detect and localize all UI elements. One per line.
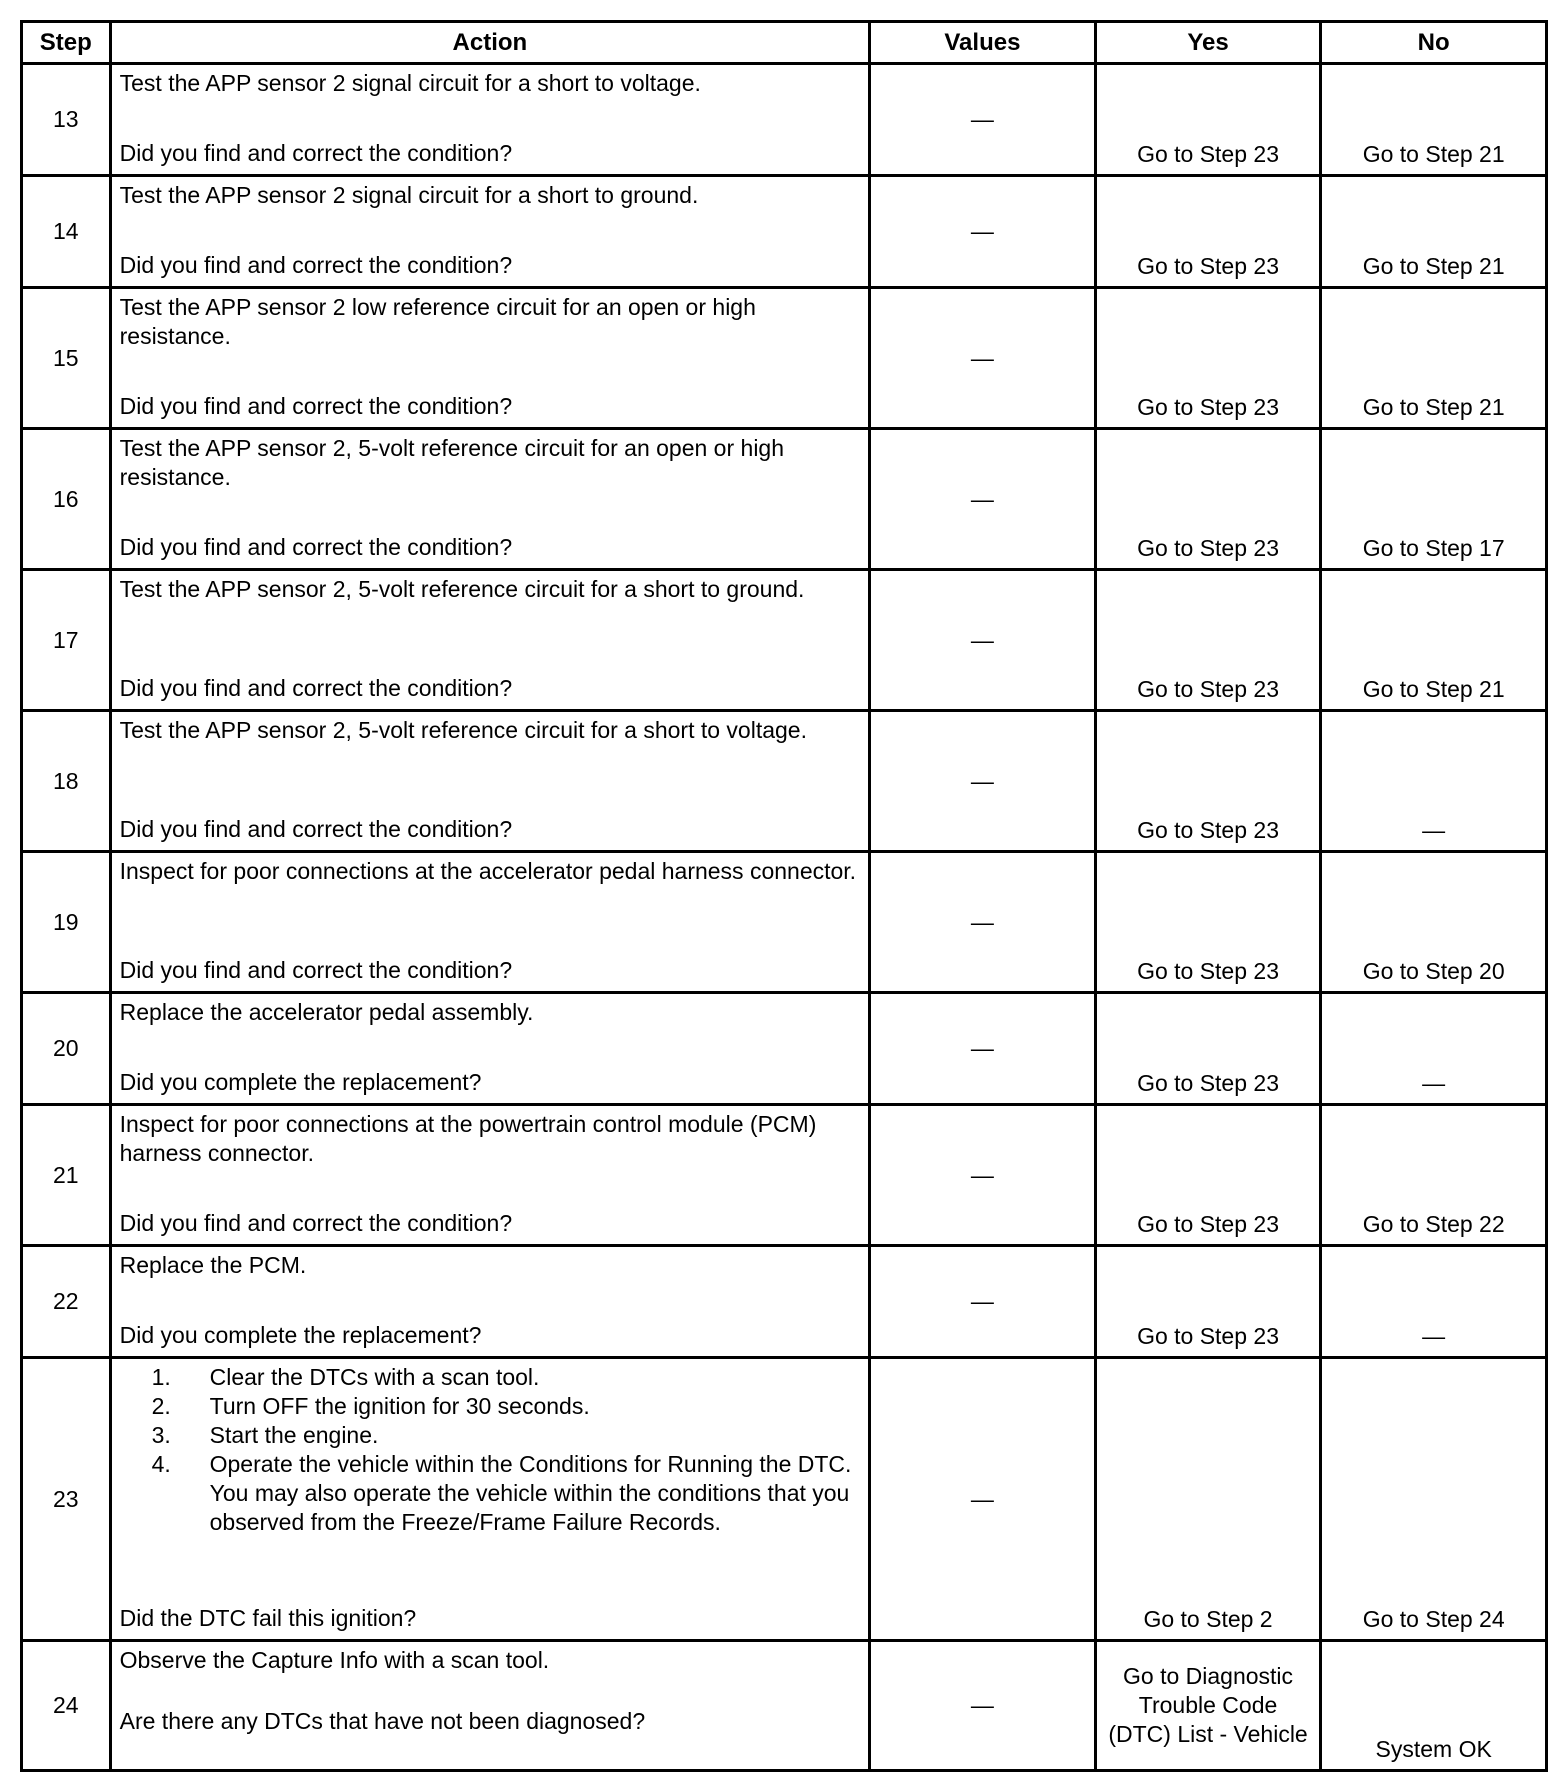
procedure-list: [120, 1363, 862, 1537]
no-cell: Go to Step 22: [1321, 1105, 1547, 1246]
no-cell: Go to Step 21: [1321, 64, 1547, 176]
yes-cell: Go to Step 23: [1095, 288, 1321, 429]
yes-cell: Go to Step 23: [1095, 1105, 1321, 1246]
no-cell: Go to Step 21: [1321, 176, 1547, 288]
values-cell: —: [870, 1105, 1096, 1246]
header-step: Step: [22, 22, 111, 64]
step-number: 20: [22, 993, 111, 1105]
question-text: Did you find and correct the condition?: [119, 534, 513, 560]
yes-cell: Go to Step 23: [1095, 64, 1321, 176]
table-row: [22, 852, 1547, 993]
action-text: Test the APP sensor 2, 5-volt reference circuit for a short to voltage.: [119, 717, 807, 743]
values-cell: —: [870, 852, 1096, 993]
yes-cell: Go to Step 2: [1095, 1358, 1321, 1641]
step-number: 21: [22, 1105, 111, 1246]
question-text: Did you find and correct the condition?: [119, 252, 513, 278]
step-number: 23: [22, 1358, 111, 1641]
yes-cell: Go to Step 23: [1095, 993, 1321, 1105]
question-text: Did the DTC fail this ignition?: [119, 1605, 417, 1631]
question-text: Did you find and correct the condition?: [119, 957, 513, 983]
step-number: 14: [22, 176, 111, 288]
values-cell: —: [870, 288, 1096, 429]
no-cell: Go to Step 20: [1321, 852, 1547, 993]
table-row: [22, 1246, 1547, 1358]
yes-cell: Go to Step 23: [1095, 852, 1321, 993]
step-number: 16: [22, 429, 111, 570]
list-item: 3. Start the engine.: [151, 1422, 379, 1448]
header-yes: Yes: [1095, 22, 1321, 64]
no-cell: System OK: [1321, 1641, 1547, 1771]
no-cell: —: [1321, 711, 1547, 852]
action-text: Test the APP sensor 2, 5-volt reference circuit for a short to ground.: [119, 576, 805, 602]
diagnostic-table: [20, 20, 1548, 1772]
header-no: No: [1321, 22, 1547, 64]
yes-cell: Go to Step 23: [1095, 176, 1321, 288]
question-text: Did you find and correct the condition?: [119, 393, 513, 419]
step-number: 17: [22, 570, 111, 711]
table-row: [22, 1105, 1547, 1246]
question-text: Did you find and correct the condition?: [119, 675, 513, 701]
no-cell: —: [1321, 1246, 1547, 1358]
table-row: [22, 288, 1547, 429]
step-number: 18: [22, 711, 111, 852]
action-text: Inspect for poor connections at the accelerator pedal harness connector.: [119, 858, 857, 884]
list-item: 1. Clear the DTCs with a scan tool.: [151, 1364, 540, 1390]
values-cell: —: [870, 176, 1096, 288]
question-text: Did you complete the replacement?: [119, 1069, 482, 1095]
action-text: Test the APP sensor 2, 5-volt reference circuit for an open or high resistance.: [119, 435, 785, 490]
no-cell: —: [1321, 993, 1547, 1105]
no-cell: Go to Step 24: [1321, 1358, 1547, 1641]
action-text: Replace the accelerator pedal assembly.: [119, 999, 534, 1025]
values-cell: —: [870, 64, 1096, 176]
step-number: 22: [22, 1246, 111, 1358]
list-item: 2. Turn OFF the ignition for 30 seconds.: [151, 1393, 590, 1419]
table-row: [22, 176, 1547, 288]
action-text: Observe the Capture Info with a scan tool.: [119, 1647, 550, 1673]
yes-cell: Go to Step 23: [1095, 570, 1321, 711]
values-cell: —: [870, 429, 1096, 570]
header-values: Values: [870, 22, 1096, 64]
action-text: Test the APP sensor 2 signal circuit for a short to voltage.: [119, 70, 701, 96]
table-row: [22, 1641, 1547, 1771]
table-row: [22, 993, 1547, 1105]
yes-cell: Go to Step 23: [1095, 711, 1321, 852]
question-text: Did you find and correct the condition?: [119, 1210, 513, 1236]
yes-cell: Go to Step 23: [1095, 429, 1321, 570]
yes-cell: [1095, 1641, 1321, 1771]
question-text: Did you find and correct the condition?: [119, 816, 513, 842]
values-cell: —: [870, 711, 1096, 852]
table-row: [22, 711, 1547, 852]
no-cell: Go to Step 17: [1321, 429, 1547, 570]
no-cell: Go to Step 21: [1321, 570, 1547, 711]
action-text: Test the APP sensor 2 low reference circuit for an open or high resistance.: [119, 294, 756, 349]
values-cell: —: [870, 1641, 1096, 1771]
question-text: Did you find and correct the condition?: [119, 140, 513, 166]
step-number: 24: [22, 1641, 111, 1771]
list-item: 4. Operate the vehicle within the Conditions for Running the DTC. You may also operate the vehicle within the conditions that you observed from the Freeze/Frame Failure Records.: [151, 1451, 852, 1535]
table-row: [22, 429, 1547, 570]
values-cell: —: [870, 1246, 1096, 1358]
header-row: [22, 22, 1547, 64]
question-text: Did you complete the replacement?: [119, 1322, 482, 1348]
values-cell: —: [870, 1358, 1096, 1641]
yes-cell: Go to Step 23: [1095, 1246, 1321, 1358]
values-cell: —: [870, 570, 1096, 711]
header-action: Action: [110, 22, 869, 64]
values-cell: —: [870, 993, 1096, 1105]
action-text: Replace the PCM.: [119, 1252, 307, 1278]
step-number: 13: [22, 64, 111, 176]
no-cell: Go to Step 21: [1321, 288, 1547, 429]
action-text: Inspect for poor connections at the powertrain control module (PCM) harness connector.: [119, 1111, 817, 1166]
dtc-list-link[interactable]: Go to Diagnostic Trouble Code (DTC) List - Vehicle: [1108, 1663, 1308, 1747]
table-row: [22, 64, 1547, 176]
question-text: Are there any DTCs that have not been diagnosed?: [119, 1708, 646, 1734]
table-row: [22, 1358, 1547, 1641]
action-text: Test the APP sensor 2 signal circuit for a short to ground.: [119, 182, 699, 208]
step-number: 15: [22, 288, 111, 429]
step-number: 19: [22, 852, 111, 993]
table-row: [22, 570, 1547, 711]
